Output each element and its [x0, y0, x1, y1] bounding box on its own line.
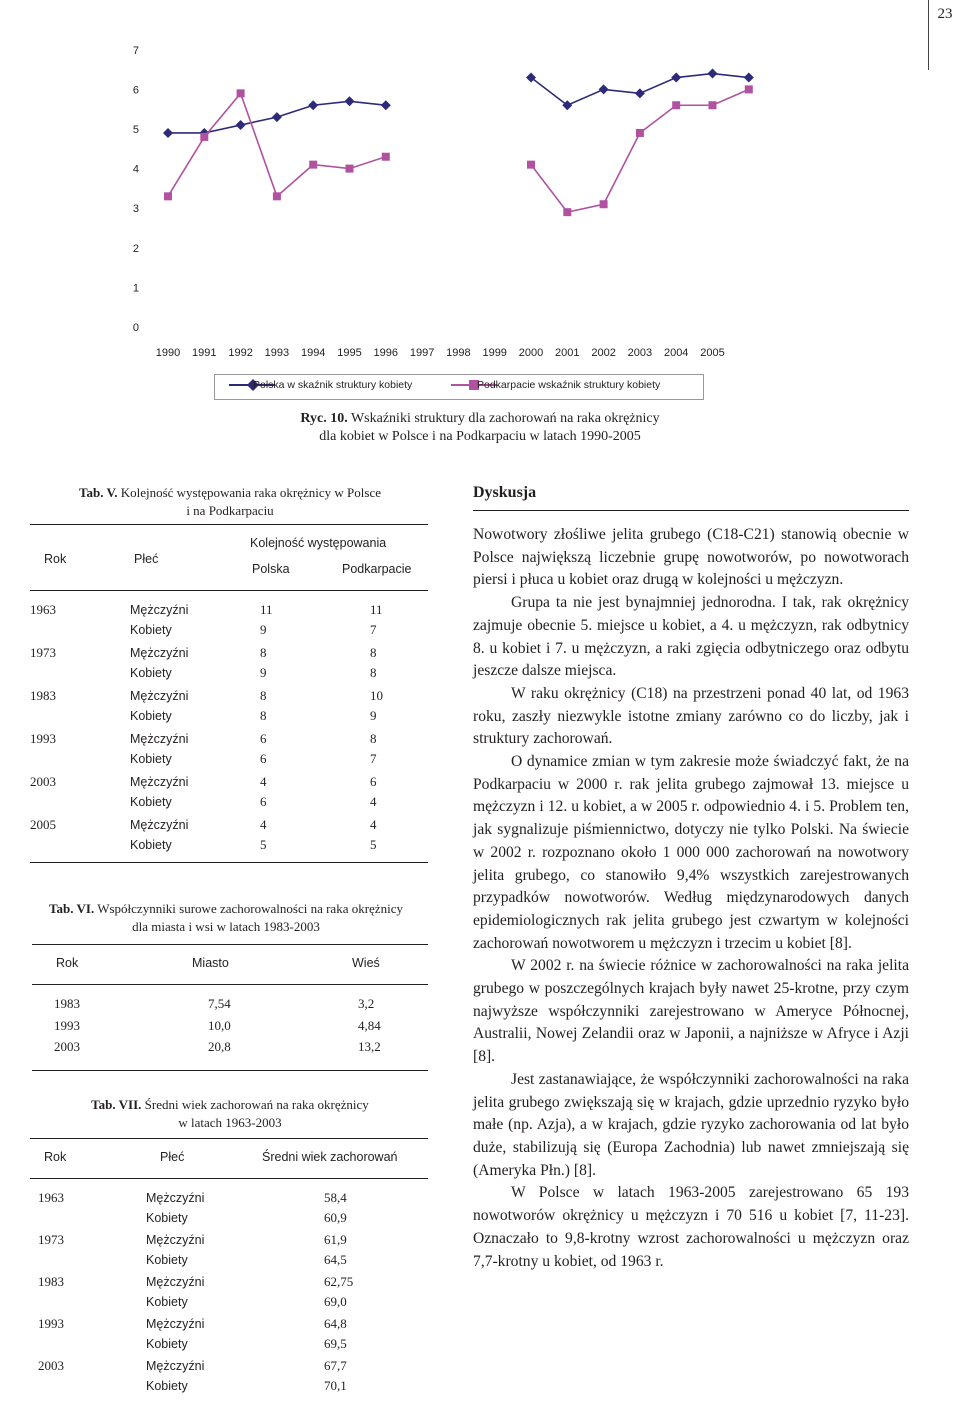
table-row: [30, 663, 430, 683]
x-tick-label: 1993: [264, 347, 290, 359]
tab5-plec-cell: Mężczyźni: [130, 689, 189, 703]
tab5-head-polska: Polska: [252, 562, 290, 576]
data-point: [309, 161, 317, 169]
tab6-head-rok: Rok: [56, 956, 79, 970]
tab7-head-plec: Płeć: [160, 1150, 185, 1164]
data-point: [527, 161, 535, 169]
tab6-rok-cell: 1983: [54, 996, 80, 1011]
tab6-head-miasto: Miasto: [192, 956, 229, 970]
tab5-body: [30, 600, 430, 858]
data-point: [744, 73, 754, 83]
tab5-head-rok: Rok: [44, 552, 67, 566]
tab5-polska-cell: 4: [260, 774, 267, 789]
tab6-rok-cell: 2003: [54, 1039, 80, 1054]
tab5-podk-cell: 8: [370, 664, 377, 680]
tab5-podk-cell: 8: [370, 645, 377, 660]
y-tick-label: 0: [132, 322, 139, 334]
discussion-heading: Dyskusja: [473, 484, 537, 501]
tab7-wiek-cell: 62,75: [324, 1274, 354, 1289]
discussion-paragraph: W 2002 r. na świecie różnice w zachorowalności na raka jelita grubego w poszczególnych krajach były nawet 25-krotne, przy czym najwyższe współczynniki zarejestrowano w Ameryce Północnej, Australii, Nowej Zelandii oraz w Japonii, a najniższe w Afryce i Azji [8].: [473, 957, 909, 1066]
discussion-paragraph: Jest zastanawiające, że współczynniki zachorowalności na raka jelita grubego zwiększają się w krajach, gdzie uprzednio ryzyko było małe (np. Azja), a w krajach, gdzie ryzyko zachorowania od lat było duże, stabilizują się (Europa Zachodnia) lub nawet zmniejszają się (Ameryka Płn.) [8].: [473, 1070, 909, 1179]
x-tick-label: 1996: [373, 347, 399, 359]
data-point: [272, 112, 282, 122]
tab5-top-rule: [30, 524, 428, 525]
tab5-polska-cell: 5: [260, 836, 267, 852]
tab7-wiek-cell: 64,8: [324, 1316, 347, 1331]
tab5-head-podkarpacie: Podkarpacie: [342, 562, 412, 576]
tab5-rok-cell: 1983: [30, 688, 56, 703]
legend-label-podkarpacie: Podkarpacie wskaźnik struktury kobiety: [477, 379, 661, 391]
tab6-label: Tab. VI.: [49, 901, 95, 916]
tab7-wiek-cell: 64,5: [324, 1251, 347, 1267]
tab7-top-rule: [30, 1138, 428, 1139]
table-row: [30, 706, 430, 726]
data-point: [708, 69, 718, 79]
data-point: [672, 101, 680, 109]
chart-legend: [214, 374, 704, 400]
table-row: [30, 772, 430, 792]
tab7-label: Tab. VII.: [91, 1097, 142, 1112]
tab5-title-line2: i na Podkarpaciu: [186, 503, 274, 518]
tab6-wies-cell: 13,2: [358, 1039, 381, 1054]
tab5-podk-cell: 9: [370, 707, 377, 723]
table-row: [30, 1334, 428, 1354]
tab5-plec-cell: Mężczyźni: [130, 646, 189, 660]
data-point: [599, 84, 609, 94]
tab7-head-rule: [30, 1178, 428, 1179]
tab6-miasto-cell: 10,0: [208, 1017, 231, 1033]
x-tick-label: 2002: [591, 347, 616, 359]
figure-caption-line1: Wskaźniki struktury dla zachorowań na raka okrężnicy: [350, 411, 660, 426]
tab6-header: [32, 956, 428, 978]
data-point: [382, 153, 390, 161]
table-row: [30, 729, 430, 749]
tab6-head-rule: [32, 984, 428, 985]
tab6-title-line2: dla miasta i wsi w latach 1983-2003: [132, 919, 320, 934]
tab6-head-wies: Wieś: [352, 956, 380, 970]
tab7-plec-cell: Kobiety: [146, 1294, 188, 1309]
tab7-plec-cell: Kobiety: [146, 1210, 188, 1225]
tab5-podk-cell: 11: [370, 602, 383, 617]
data-point: [345, 96, 355, 106]
tab5-rok-cell: 1963: [30, 602, 56, 617]
figure-caption-line2: dla kobiet w Polsce i na Podkarpaciu w latach 1990-2005: [319, 429, 641, 444]
table-row: [30, 686, 430, 706]
tab5-plec-cell: Kobiety: [130, 751, 172, 766]
tab7-wiek-cell: 69,5: [324, 1335, 347, 1351]
tab7-header: [30, 1150, 428, 1172]
tab5-polska-cell: 6: [260, 793, 267, 809]
series-layer: [163, 69, 754, 217]
tab5-rok-cell: 1993: [30, 731, 56, 746]
data-point: [600, 200, 608, 208]
tab6-rok-cell: 1993: [54, 1017, 80, 1033]
tab7-plec-cell: Mężczyźni: [146, 1275, 205, 1289]
tab7-wiek-cell: 69,0: [324, 1293, 347, 1309]
tab5-polska-cell: 8: [260, 645, 267, 660]
table-row: [30, 1272, 428, 1292]
y-tick-label: 5: [132, 124, 139, 136]
data-point: [346, 165, 354, 173]
tab7-plec-cell: Mężczyźni: [146, 1359, 205, 1373]
data-point: [381, 100, 391, 110]
tab5-head-plec: Płeć: [134, 552, 159, 566]
tab5-polska-cell: 6: [260, 750, 267, 766]
figure-label: Ryc. 10.: [300, 411, 348, 426]
x-tick-label: 1992: [228, 347, 253, 359]
table-row: [30, 1314, 428, 1334]
table-row: [32, 1016, 428, 1036]
x-tick-label: 2004: [663, 347, 689, 359]
tab5-polska-cell: 11: [260, 602, 273, 617]
discussion-paragraph: Nowotwory złośliwe jelita grubego (C18-C21) stanowią obecnie w Polsce największą liczebnie grupę nowotworów, po nowotworach piersi i płuca u kobiet oraz drugą w kolejności u mężczyzn.: [473, 526, 909, 589]
data-point: [273, 192, 281, 200]
tab6-miasto-cell: 7,54: [208, 996, 231, 1011]
tab5-label: Tab. V.: [79, 485, 118, 500]
data-point: [636, 129, 644, 137]
discussion-body: [473, 524, 909, 1273]
table-row: [30, 835, 430, 855]
table-row: [30, 643, 430, 663]
tab7-caption: [30, 1096, 430, 1132]
table-row: [30, 620, 430, 640]
tab7-head-rok: Rok: [44, 1150, 67, 1164]
y-tick-label: 3: [132, 203, 139, 216]
tab5-plec-cell: Mężczyźni: [130, 775, 189, 789]
series-line-1: [168, 93, 386, 196]
tab5-polska-cell: 9: [260, 621, 267, 637]
x-axis-ticks: [156, 347, 725, 359]
y-tick-label: 1: [132, 282, 139, 295]
tab5-plec-cell: Kobiety: [130, 622, 172, 637]
page-number: 23: [937, 6, 953, 22]
x-tick-label: 2005: [700, 347, 725, 359]
tab5-rok-cell: 2005: [30, 817, 56, 832]
data-point: [236, 120, 246, 130]
x-tick-label: 1994: [300, 347, 326, 359]
data-point: [164, 192, 172, 200]
tab6-body: [32, 994, 428, 1060]
tab7-title-line2: w latach 1963-2003: [178, 1115, 282, 1130]
x-tick-label: 1999: [482, 347, 507, 359]
tab6-title-line1: Współczynniki surowe zachorowalności na raka okrężnicy: [97, 901, 403, 916]
legend-label-polska: Polska w skaźnik struktury kobiety: [253, 379, 413, 391]
tab7-plec-cell: Kobiety: [146, 1252, 188, 1267]
y-axis-ticks: [133, 45, 139, 334]
tab5-podk-cell: 10: [370, 688, 383, 703]
table-row: [30, 1292, 428, 1312]
tab7-rok-cell: 1963: [38, 1190, 64, 1205]
x-tick-label: 1990: [155, 347, 181, 359]
data-point: [163, 128, 173, 138]
tab5-bottom-rule: [30, 862, 428, 863]
x-tick-label: 2003: [627, 347, 653, 359]
tab6-miasto-cell: 20,8: [208, 1039, 231, 1054]
table-row: [30, 749, 430, 769]
table-row: [30, 1376, 428, 1396]
y-tick-label: 6: [132, 84, 139, 97]
table-row: [30, 1356, 428, 1376]
tab7-plec-cell: Mężczyźni: [146, 1317, 205, 1331]
table-row: [30, 815, 430, 835]
tab7-head-wiek: Średni wiek zachorowań: [262, 1150, 398, 1164]
y-tick-label: 7: [132, 44, 139, 57]
tab5-head-group: Kolejność występowania: [250, 536, 387, 550]
tab7-plec-cell: Kobiety: [146, 1336, 188, 1351]
table-row: [30, 1250, 428, 1270]
tab7-wiek-cell: 60,9: [324, 1209, 347, 1225]
tab5-podk-cell: 7: [370, 621, 377, 637]
tab7-plec-cell: Mężczyźni: [146, 1233, 205, 1247]
tab6-top-rule: [32, 944, 428, 945]
tab5-podk-cell: 7: [370, 750, 377, 766]
data-point: [709, 101, 717, 109]
tab5-plec-cell: Mężczyźni: [130, 818, 189, 832]
tab5-plec-cell: Mężczyźni: [130, 732, 189, 746]
tab5-podk-cell: 4: [370, 817, 377, 832]
tab5-plec-cell: Kobiety: [130, 837, 172, 852]
tab5-header: [30, 534, 430, 594]
page-number-rule: [928, 0, 929, 70]
discussion-heading-rule: [473, 510, 909, 511]
tab5-podk-cell: 8: [370, 731, 377, 746]
discussion-paragraph: W Polsce w latach 1963-2005 zarejestrowano 65 193 nowotworów okrężnicy u mężczyzn i 70 516 u kobiet [7, 11-23]. Oznaczało to 9,8-krotny wzrost zachorowalności u mężczyzn oraz 7,7-krotny u kobiet, od 1963 r.: [473, 1184, 909, 1270]
table-row: [30, 1230, 428, 1250]
y-tick-label: 4: [132, 163, 139, 176]
data-point: [635, 88, 645, 98]
tab5-polska-cell: 6: [260, 731, 267, 746]
table-row: [32, 994, 428, 1014]
tab6-wies-cell: 3,2: [358, 996, 375, 1011]
tab5-caption: [30, 484, 430, 520]
tab5-rok-cell: 2003: [30, 774, 56, 789]
tab7-wiek-cell: 67,7: [324, 1358, 347, 1373]
tab7-wiek-cell: 58,4: [324, 1190, 347, 1205]
tab5-polska-cell: 8: [260, 688, 267, 703]
tab5-podk-cell: 5: [370, 836, 377, 852]
tab5-plec-cell: Kobiety: [130, 794, 172, 809]
tab5-head-rule: [30, 590, 428, 591]
tab7-plec-cell: Mężczyźni: [146, 1191, 205, 1205]
table-row: [32, 1037, 428, 1057]
tab5-plec-cell: Kobiety: [130, 708, 172, 723]
tab5-plec-cell: Mężczyźni: [130, 603, 189, 617]
tab5-polska-cell: 8: [260, 707, 267, 723]
tab6-caption: [16, 900, 436, 936]
tab7-wiek-cell: 70,1: [324, 1377, 347, 1393]
table-row: [30, 600, 430, 620]
y-tick-label: 2: [132, 242, 139, 255]
data-point: [237, 89, 245, 97]
tab5-polska-cell: 4: [260, 817, 267, 832]
tab7-plec-cell: Kobiety: [146, 1378, 188, 1393]
x-tick-label: 1991: [192, 347, 217, 359]
discussion-paragraph: Grupa ta nie jest bynajmniej jednorodna. I tak, rak okrężnicy zajmuje obecnie 5. miejsce u kobiet, a 4. u mężczyzn, rak odbytnicy 8. u kobiet i 7. u mężczyzn, a raki zgięcia odbytniczego oraz odbytu jeszcze dalsze miejsca.: [473, 594, 909, 680]
tab7-rok-cell: 1993: [38, 1316, 64, 1331]
x-tick-label: 1995: [337, 347, 362, 359]
tab7-rok-cell: 1973: [38, 1232, 64, 1247]
data-point: [671, 73, 681, 83]
data-point: [308, 100, 318, 110]
data-point: [745, 85, 753, 93]
tab7-rok-cell: 2003: [38, 1358, 64, 1373]
tab7-rok-cell: 1983: [38, 1274, 64, 1289]
table-row: [30, 792, 430, 812]
tab5-podk-cell: 4: [370, 793, 377, 809]
x-tick-label: 1998: [446, 347, 471, 359]
table-row: [30, 1188, 428, 1208]
line-chart: [0, 30, 760, 410]
tab6-bottom-rule: [32, 1070, 428, 1071]
x-tick-label: 1997: [409, 347, 435, 359]
tab5-polska-cell: 9: [260, 664, 267, 680]
tab5-title-line1: Kolejność występowania raka okrężnicy w Polsce: [120, 485, 381, 500]
tab7-title-line1: Średni wiek zachorowań na raka okrężnicy: [144, 1097, 369, 1112]
table-row: [30, 1208, 428, 1228]
tab6-wies-cell: 4,84: [358, 1017, 381, 1033]
data-point: [200, 133, 208, 141]
tab5-rok-cell: 1973: [30, 645, 56, 660]
discussion-paragraph: O dynamice zmian w tym zakresie może świadczyć fakt, że na Podkarpaciu w 2000 r. rak jelita grubego zajmował 13. miejsce u mężczyzn i 12. u kobiet, a w 2005 r. odpowiednio 4. i 5. Problem ten, jak sygnalizuje piśmiennictwo, dotyczy nie tylko Polski. Na świecie w 2002 r. rozpoznano około 1 000 000 zachorowań na nowotwory jelita grubego, co stanowiło 9,4% wszystkich zarejestrowanych przypadków nowotworów. Według międzynarodowych danych epidemiologicznych rak jelita grubego jest czwartym w kolejności zachorowań nowotworem u mężczyzn i trzecim u kobiet [8].: [473, 753, 909, 952]
figure-caption: [190, 410, 770, 446]
tab7-wiek-cell: 61,9: [324, 1232, 347, 1247]
x-tick-label: 2001: [555, 347, 580, 359]
data-point: [563, 208, 571, 216]
tab7-body: [30, 1188, 428, 1400]
discussion-paragraph: W raku okrężnicy (C18) na przestrzeni ponad 40 lat, od 1963 roku, zaszły niezwykle istotne zmiany zarówno co do liczby, jak i struktury zachorowań.: [473, 684, 909, 748]
tab5-podk-cell: 6: [370, 774, 377, 789]
x-tick-label: 2000: [518, 347, 544, 359]
tab5-plec-cell: Kobiety: [130, 665, 172, 680]
